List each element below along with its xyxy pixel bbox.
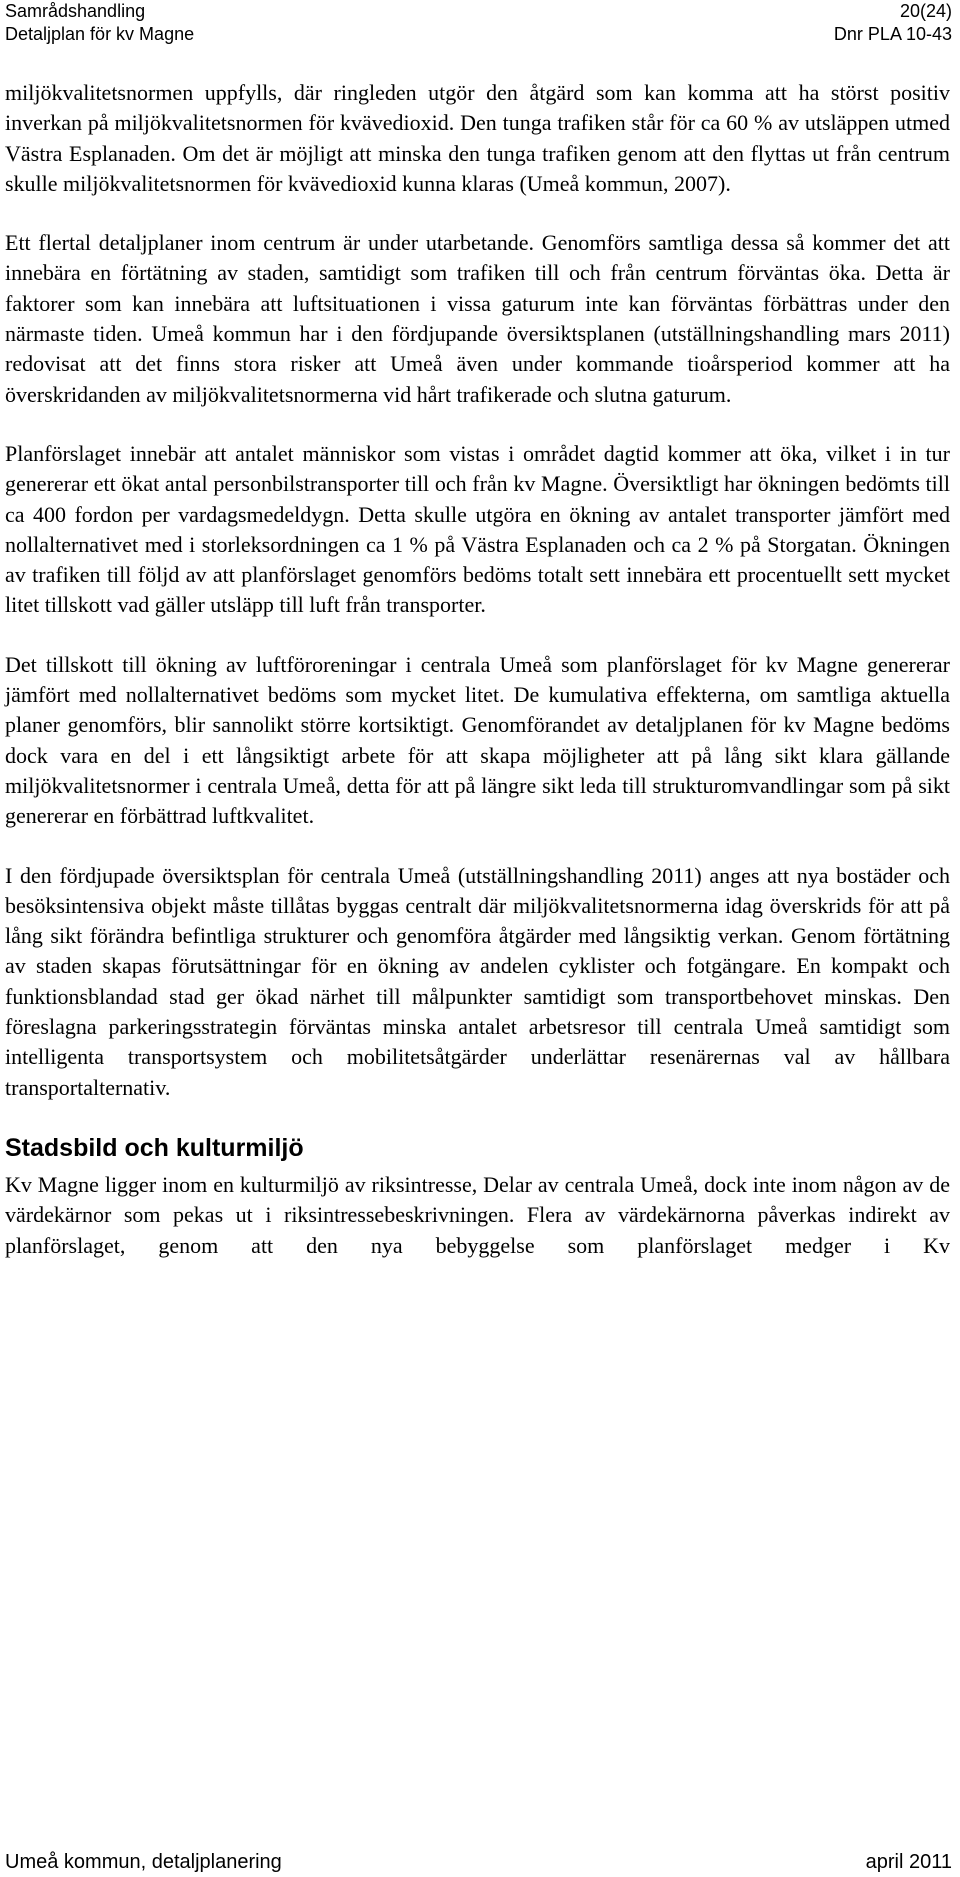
plan-name: Detaljplan för kv Magne [5,24,195,44]
document-type: Samrådshandling [5,1,146,21]
footer-date: april 2011 [865,1851,952,1873]
page-footer [5,1849,952,1875]
page-content [5,78,950,1261]
footer-organization: Umeå kommun, detaljplanering [5,1851,282,1873]
header-row-top [5,0,952,23]
paragraph-plan-proposal-traffic: Planförslaget innebär att antalet människor som vistas i området dagtid kommer att öka, vilket i in tur genererar ett ökat antal personbilstransporter till och från kv Magne. Översiktligt har ökningen bedömts till ca 400 fordon per vardagsmedeldygn. Detta skulle utgöra en ökning av antalet transporter jämfört med nollalternativet med i storleksordningen ca 1 % på Västra Esplanaden och ca 2 % på Storgatan. Ökningen av trafiken till följd av att planförslaget genomförs bedöms totalt sett innebära ett procentuellt sett mycket litet tillskott vad gäller utsläpp till luft från transporter. [5,440,950,618]
paragraph-air-quality-standard: miljökvalitetsnormen uppfylls, där ringleden utgör den åtgärd som kan komma att ha störst positiv inverkan på miljökvalitetsnormen för kvävedioxid. Den tunga trafiken står för ca 60 % av utsläppen utmed Västra Esplanaden. Om det är möjligt att minska den tunga trafiken genom att den flyttas ut från centrum skulle miljökvalitetsnormen för kvävedioxid kunna klaras (Umeå kommun, 2007). [5,80,950,196]
paragraph-comprehensive-plan: I den fördjupade översiktsplan för centrala Umeå (utställningshandling 2011) anges att nya bostäder och besöksintensiva objekt måste tillåtas byggas centralt där miljökvalitetsnormerna idag överskrids för att på lång sikt förändra befintliga strukturer och genomföra åtgärder med långsiktig verkan. Genom förtätning av staden skapas förutsättningar för en ökning av andelen cyklister och fotgängare. En kompakt och funktionsblandad stad ger ökad närhet till målpunkter samtidigt som transportbehovet minskas. Den föreslagna parkeringsstrategin förväntas minska antalet arbetsresor till centrala Umeå samtidigt som intelligenta transportsystem och mobilitetsåtgärder underlättar resenärernas val av hållbara transportalternativ. [5,862,950,1100]
paragraph-detail-plans: Ett flertal detaljplaner inom centrum är under utarbetande. Genomförs samtliga dessa så kommer det att innebära en förtätning av staden, samtidigt som trafiken till och från centrum förväntas öka. Detta är faktorer som kan innebära att luftsituationen i vissa gaturum inte kan förväntas förbättras under den närmaste tiden. Umeå kommun har i den fördjupande översiktsplanen (utställningshandling mars 2011) redovisat att det finns stora risker att Umeå även under kommande tioårsperiod kommer att ha överskridanden av miljökvalitetsnormerna vid hårt trafikerade och slutna gaturum. [5,230,950,407]
registration-number: Dnr PLA 10-43 [833,24,952,44]
section-heading: Stadsbild och kulturmiljö [5,1133,304,1162]
page-number: 20(24) [899,1,952,21]
paragraph-pollution-contribution: Det tillskott till ökning av luftföroreningar i centrala Umeå som planförslaget för kv Magne genererar jämfört med nollalternativet bedöms som mycket litet. De kumulativa effekterna, om samtliga aktuella planer genomförs, blir sannolikt större kortsiktigt. Genomförandet av detaljplanen för kv Magne bedöms dock vara en del i ett långsiktigt arbete för att skapa möjligheter att på lång sikt klara gällande miljökvalitetsnormer i centrala Umeå, detta för att på längre sikt leda till strukturomvandlingar som på sikt genererar en förbättrad luftkvalitet. [5,651,950,829]
paragraph-cultural-environment: Kv Magne ligger inom en kulturmiljö av riksintresse, Delar av centrala Umeå, dock inte inom någon av de värdekärnor som pekas ut i riksintressebeskrivningen. Flera av värdekärnorna påverkas indirekt av planförslaget, genom att den nya bebyggelse som planförslaget medger i Kv [5,1171,950,1258]
header-row-bottom [5,23,952,46]
page-header [5,0,952,46]
